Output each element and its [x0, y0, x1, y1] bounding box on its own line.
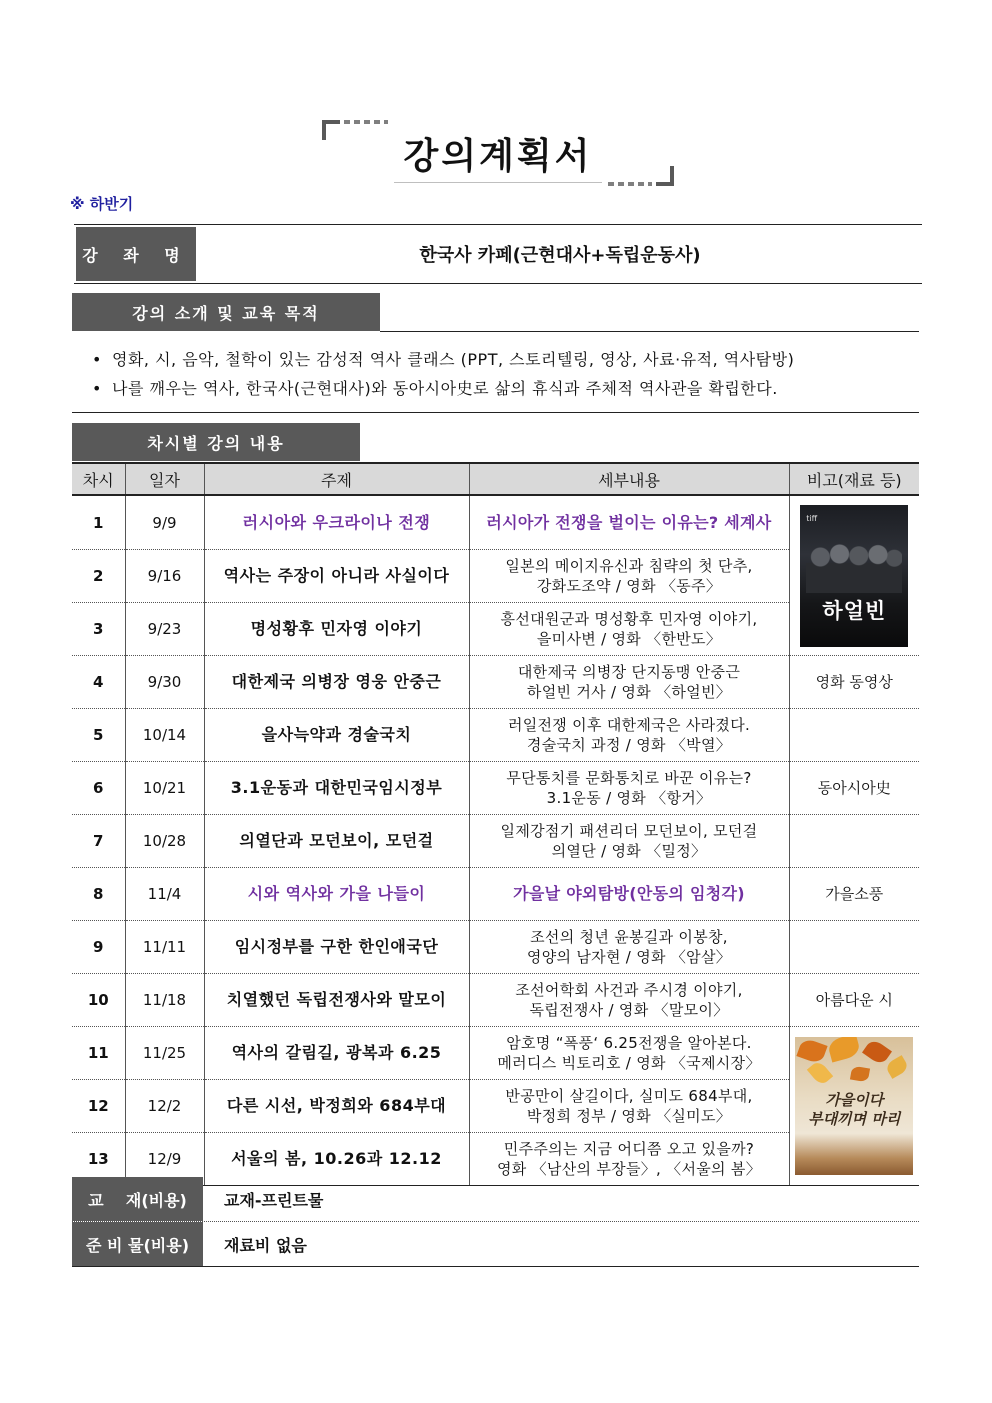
session-detail: 일제강점기 패션리더 모던보이, 모던걸 의열단 / 영화 〈밀정〉: [469, 815, 789, 868]
session-date: 11/18: [125, 974, 204, 1027]
materials-value: 교재-프린트물: [224, 1190, 324, 1210]
session-topic: 치열했던 독립전쟁사와 말모이: [204, 974, 469, 1027]
session-note: 가을소풍: [789, 868, 919, 921]
session-number: 11: [72, 1027, 125, 1080]
course-name-row: [74, 224, 922, 284]
session-number: 9: [72, 921, 125, 974]
session-detail: 암호명 “폭풍‘ 6.25전쟁을 알아본다. 메러디스 빅토리호 / 영화 〈국제시장〉: [469, 1027, 789, 1080]
table-row: [72, 656, 919, 709]
materials-label: 교 재(비용): [72, 1177, 203, 1221]
session-note: [789, 921, 919, 974]
table-row: [72, 815, 919, 868]
intro-item: • 나를 깨우는 역사, 한국사(근현대사)와 동아시아史로 삶의 휴식과 주체적 역사관을 확립한다.: [92, 374, 794, 403]
session-detail: 러일전쟁 이후 대한제국은 사라졌다. 경술국치 과정 / 영화 〈박열〉: [469, 709, 789, 762]
session-date: 12/9: [125, 1133, 204, 1186]
table-row: [72, 709, 919, 762]
session-topic: 3.1운동과 대한민국임시정부: [204, 762, 469, 815]
session-number: 3: [72, 603, 125, 656]
session-date: 11/4: [125, 868, 204, 921]
session-date: 12/2: [125, 1080, 204, 1133]
materials-row: [72, 1177, 919, 1222]
autumn-poem-text: 가을이다 부대끼며 마리: [808, 1091, 901, 1128]
session-topic: 시와 역사와 가을 나들이: [204, 868, 469, 921]
session-date: 10/14: [125, 709, 204, 762]
poster-badge: tiff: [806, 513, 818, 523]
autumn-poem-image: [795, 1037, 913, 1175]
session-topic: 을사늑약과 경술국치: [204, 709, 469, 762]
session-detail: 흥선대원군과 명성황후 민자영 이야기, 을미사변 / 영화 〈한반도〉: [469, 603, 789, 656]
session-detail: 반공만이 살길이다, 실미도 684부대, 박정희 정부 / 영화 〈실미도〉: [469, 1080, 789, 1133]
session-note: [789, 709, 919, 762]
col-header-session: 차시: [72, 463, 125, 495]
col-header-detail: 세부내용: [469, 463, 789, 495]
document-title: 강의계획서: [403, 136, 593, 177]
session-number: 12: [72, 1080, 125, 1133]
intro-section: [72, 332, 919, 413]
session-note: 동아시아史: [789, 762, 919, 815]
session-date: 11/11: [125, 921, 204, 974]
session-topic: 임시정부를 구한 한인애국단: [204, 921, 469, 974]
session-topic: 역사의 갈림길, 광복과 6.25: [204, 1027, 469, 1080]
session-number: 2: [72, 550, 125, 603]
session-note: 영화 동영상: [789, 656, 919, 709]
document-title-frame: [322, 118, 674, 188]
movie-poster-image: [800, 505, 908, 647]
schedule-table: [72, 462, 919, 1186]
session-number: 8: [72, 868, 125, 921]
term-label: ※ 하반기: [70, 195, 134, 213]
session-topic: 서울의 봄, 10.26과 12.12: [204, 1133, 469, 1186]
session-topic: 다른 시선, 박정희와 684부대: [204, 1080, 469, 1133]
session-number: 6: [72, 762, 125, 815]
session-topic: 명성황후 민자영 이야기: [204, 603, 469, 656]
course-name-label: 강 좌 명: [76, 227, 196, 281]
intro-item: • 영화, 시, 음악, 철학이 있는 감성적 역사 클래스 (PPT, 스토리텔링, 영상, 사료·유적, 역사탐방): [92, 345, 794, 374]
session-number: 10: [72, 974, 125, 1027]
session-detail: 러시아가 전쟁을 벌이는 이유는? 세계사: [469, 495, 789, 550]
table-row: [72, 921, 919, 974]
session-date: 9/16: [125, 550, 204, 603]
session-detail: 무단통치를 문화통치로 바꾼 이유는? 3.1운동 / 영화 〈항거〉: [469, 762, 789, 815]
session-number: 1: [72, 495, 125, 550]
session-number: 7: [72, 815, 125, 868]
session-detail: 조선의 청년 윤봉길과 이봉창, 영양의 남자현 / 영화 〈암살〉: [469, 921, 789, 974]
session-number: 5: [72, 709, 125, 762]
session-detail: 조선어학회 사건과 주시경 이야기, 독립전쟁사 / 영화 〈말모이〉: [469, 974, 789, 1027]
supplies-row: [72, 1222, 919, 1267]
session-date: 11/25: [125, 1027, 204, 1080]
col-header-note: 비고(재료 등): [789, 463, 919, 495]
session-topic: 의열단과 모던보이, 모던걸: [204, 815, 469, 868]
session-number: 4: [72, 656, 125, 709]
supplies-label: 준 비 물(비용): [72, 1222, 203, 1266]
col-header-topic: 주제: [204, 463, 469, 495]
table-row: [72, 974, 919, 1027]
session-detail: 민주주의는 지금 어디쯤 오고 있을까? 영화 〈남산의 부장들〉, 〈서울의 봄〉: [469, 1133, 789, 1186]
table-row: [72, 495, 919, 550]
session-date: 9/30: [125, 656, 204, 709]
intro-header: 강의 소개 및 교육 목적: [72, 293, 380, 331]
course-name-value: 한국사 카페(근현대사+독립운동사): [419, 245, 701, 266]
poster-harbin-cell: [789, 495, 919, 656]
session-note: [789, 815, 919, 868]
session-date: 9/23: [125, 603, 204, 656]
session-topic: 러시아와 우크라이나 전쟁: [204, 495, 469, 550]
schedule-header: 차시별 강의 내용: [72, 423, 360, 461]
session-detail: 가을날 야외탐방(안동의 임청각): [469, 868, 789, 921]
session-number: 13: [72, 1133, 125, 1186]
table-row: [72, 868, 919, 921]
session-topic: 역사는 주장이 아니라 사실이다: [204, 550, 469, 603]
supplies-value: 재료비 없음: [224, 1235, 307, 1255]
table-row: [72, 1027, 919, 1080]
session-note: 아름다운 시: [789, 974, 919, 1027]
session-detail: 일본의 메이지유신과 침략의 첫 단추, 강화도조약 / 영화 〈동주〉: [469, 550, 789, 603]
col-header-date: 일자: [125, 463, 204, 495]
table-row: [72, 762, 919, 815]
session-date: 9/9: [125, 495, 204, 550]
poster-autumn-cell: [789, 1027, 919, 1186]
session-date: 10/28: [125, 815, 204, 868]
session-detail: 대한제국 의병장 단지동맹 안중근 하얼빈 거사 / 영화 〈하얼빈〉: [469, 656, 789, 709]
session-topic: 대한제국 의병장 영웅 안중근: [204, 656, 469, 709]
session-date: 10/21: [125, 762, 204, 815]
poster-title: 하얼빈: [822, 598, 887, 623]
